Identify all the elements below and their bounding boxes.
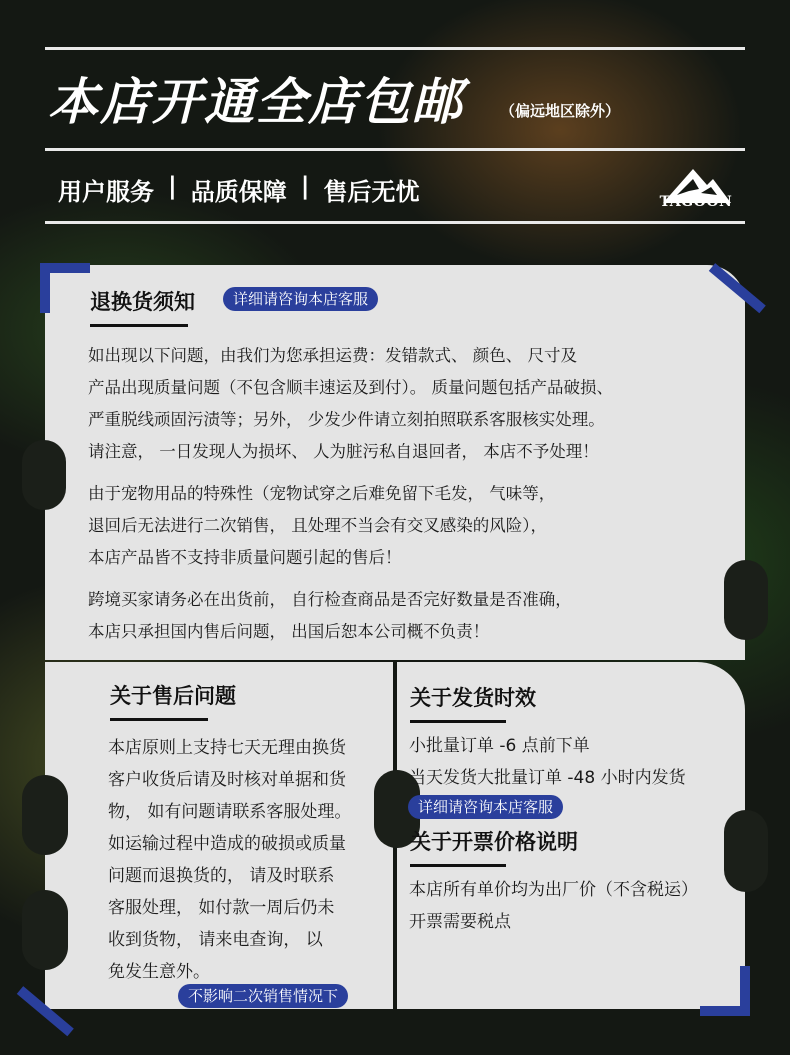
invoice-heading: 关于开票价格说明: [410, 830, 578, 854]
text-line: 如运输过程中造成的破损或质量: [108, 834, 346, 854]
text-line: 当天发货大批量订单 -48 小时内发货: [409, 768, 686, 788]
panel-notch: [724, 810, 768, 892]
text-line: 由于宠物用品的特殊性（宠物试穿之后难免留下毛发， 气味等，: [88, 484, 556, 503]
title-note: （偏远地区除外）: [500, 102, 621, 120]
text-line: 开票需要税点: [409, 912, 511, 932]
text-line: 本店只承担国内售后问题， 出国后恕本公司概不负责！: [88, 622, 490, 641]
text-line: 本店产品皆不支持非质量问题引起的售后！: [88, 548, 402, 567]
text-line: 退回后无法进行二次销售， 且处理不当会有交叉感染的风险），: [88, 516, 547, 535]
panel-notch: [724, 560, 768, 640]
text-line: 收到货物， 请来电查询， 以: [108, 930, 323, 950]
text-line: 如出现以下问题，由我们为您承担运费：发错款式、 颜色、 尺寸及: [88, 346, 577, 365]
text-line: 产品出现质量问题（不包含顺丰速运及到付）。 质量问题包括产品破损、: [88, 378, 613, 397]
consult-service-pill: 详细请咨询本店客服: [223, 287, 378, 311]
corner-bracket: [700, 966, 750, 1016]
separator: |: [300, 172, 310, 200]
consult-service-pill: 详细请咨询本店客服: [408, 795, 563, 819]
text-line: 免发生意外。: [108, 962, 210, 982]
service-item: 售后无忧: [323, 178, 420, 206]
separator: |: [168, 172, 177, 200]
text-line: 客户收货后请及时核对单据和货: [108, 770, 346, 790]
text-line: 小批量订单 -6 点前下单: [409, 736, 590, 756]
invoice-paragraph: [409, 874, 698, 938]
text-line: 本店原则上支持七天无理由换货: [108, 738, 346, 758]
text-line: 严重脱线顽固污渍等；另外， 少发少件请立刻拍照联系客服核实处理。: [88, 410, 605, 429]
returns-heading: 退换货须知: [90, 290, 195, 314]
text-line: 问题而退换货的， 请及时联系: [108, 866, 335, 886]
returns-paragraph-2: [88, 478, 555, 574]
returns-paragraph-1: [88, 340, 613, 468]
service-item: 用户服务: [58, 178, 154, 206]
text-line: 本店所有单价均为出厂价（不含税运）: [409, 880, 698, 900]
top-divider: [45, 47, 745, 50]
heading-underline: [90, 324, 188, 327]
text-line: 客服处理， 如付款一周后仍未: [108, 898, 335, 918]
returns-paragraph-3: [88, 584, 572, 648]
page-title: 本店开通全店包邮: [48, 73, 464, 131]
shipping-heading: 关于发货时效: [410, 686, 536, 710]
service-item: 品质保障: [190, 178, 287, 206]
panel-notch: [22, 890, 68, 970]
middle-divider: [45, 148, 745, 151]
heading-underline: [110, 718, 208, 721]
brand-name: TAGOON: [659, 194, 733, 210]
service-slogan: [58, 172, 420, 207]
shipping-paragraph: [409, 730, 686, 794]
panel-notch: [22, 775, 68, 855]
panel-notch: [22, 440, 66, 510]
resale-condition-pill: 不影响二次销售情况下: [178, 984, 348, 1008]
corner-bracket: [40, 263, 90, 313]
heading-underline: [410, 864, 506, 867]
text-line: 请注意， 一日发现人为损坏、 人为脏污私自退回者， 本店不予处理！: [88, 442, 599, 461]
heading-underline: [410, 720, 506, 723]
aftersale-heading: 关于售后问题: [110, 684, 236, 708]
aftersale-paragraph: [108, 732, 351, 988]
text-line: 物， 如有问题请联系客服处理。: [108, 802, 352, 822]
text-line: 跨境买家请务必在出货前， 自行检查商品是否完好数量是否准确，: [88, 590, 572, 609]
bottom-divider: [45, 221, 745, 224]
